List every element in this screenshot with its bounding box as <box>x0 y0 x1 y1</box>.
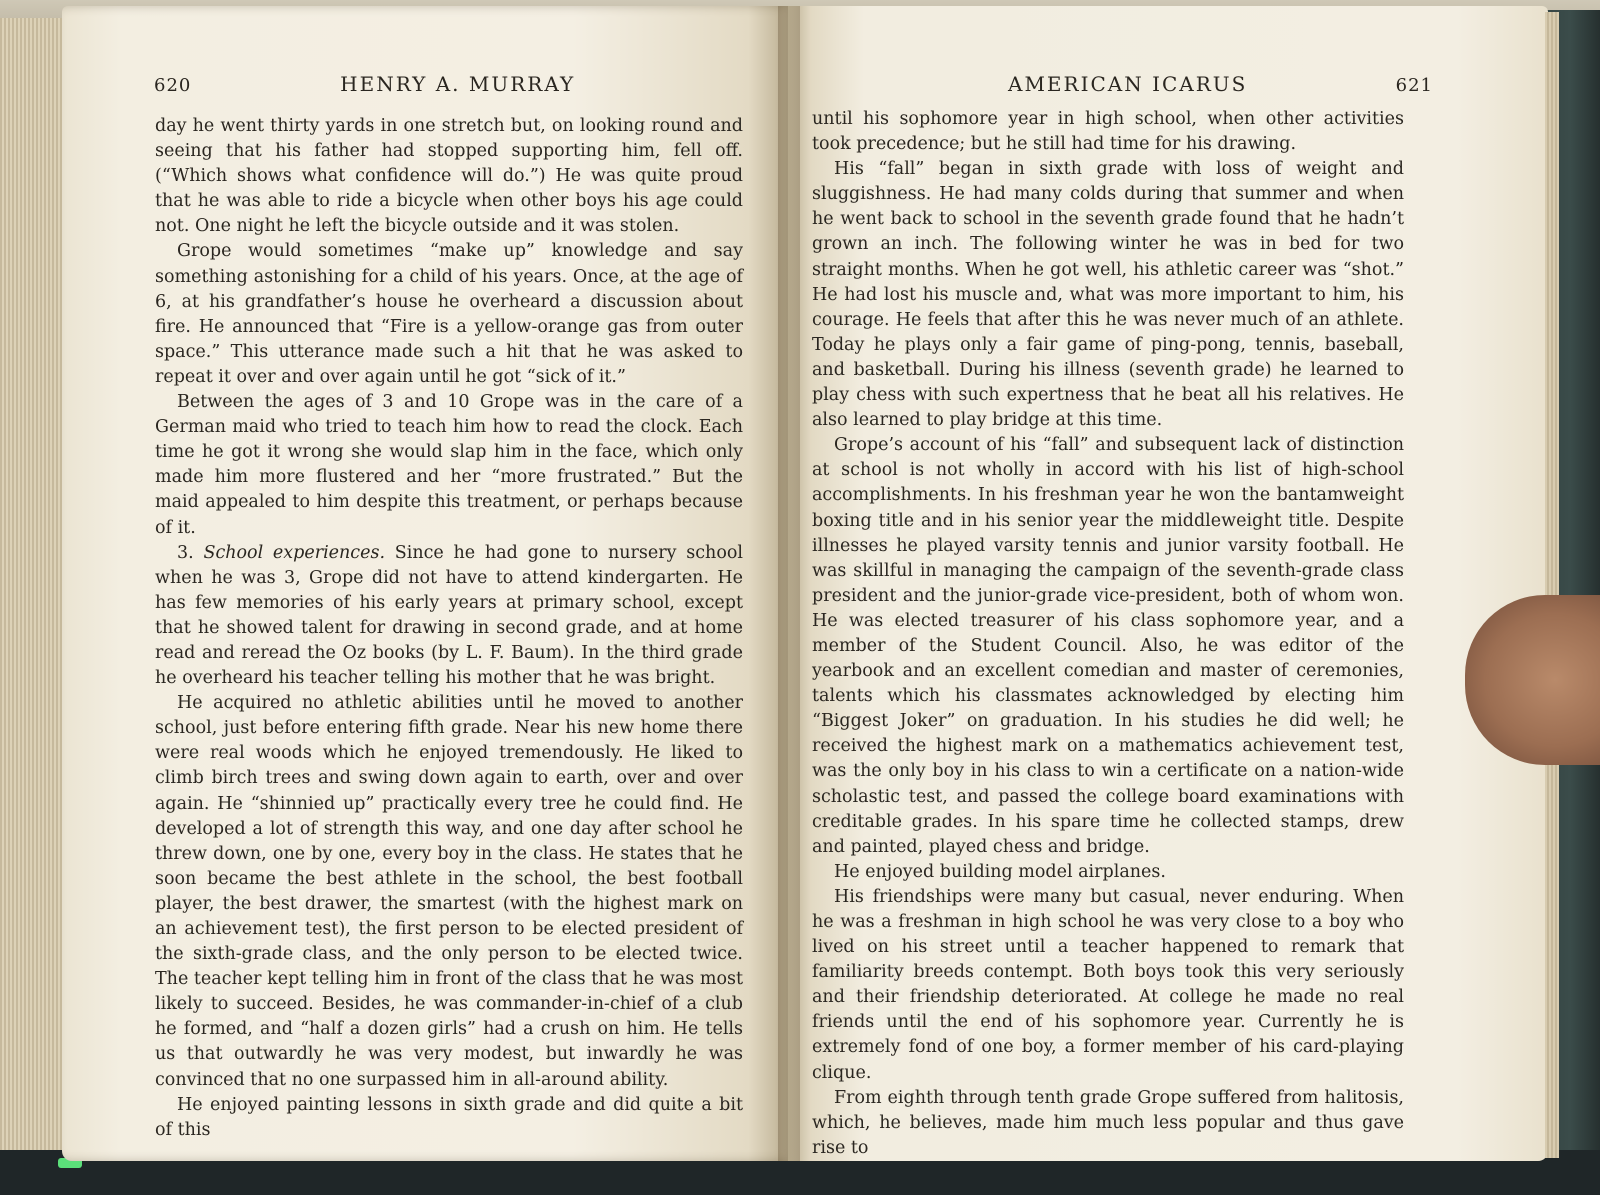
left-body-text <box>155 114 743 1143</box>
section-heading: School experiences. <box>203 542 386 563</box>
page-number-right: 621 <box>1395 75 1433 96</box>
left-running-head <box>154 72 754 96</box>
right-body-text <box>812 107 1404 1161</box>
left-page <box>62 6 792 1161</box>
book-gutter <box>778 6 800 1161</box>
paragraph: Grope’s account of his “fall” and subsequent lack of distinction at school is not wholly in accord with his list of high-school accomplishments. In his freshman year he won the bantamweight boxing title and in his senior year the middleweight title. Despite illnesses he played varsity tennis and junior varsity football. He was skillful in managing the campaign of the seventh-grade class president and the junior-grade vice-president, both of whom won. He was elected treasurer of his class sophomore year, and a member of the Student Council. Also, he was editor of the yearbook and an excellent comedian and master of ceremonies, talents which his classmates acknowledged by electing him “Biggest Joker” on graduation. In his studies he did well; he received the highest mark on a mathematics achievement test, was the only boy in his class to win a certificate on a nation-wide scholastic test, and passed the college board examinations with creditable grades. In his spare time he collected stamps, drew and painted, played chess and bridge. <box>812 435 1404 857</box>
page-number-left: 620 <box>154 75 192 96</box>
paragraph: He enjoyed building model airplanes. <box>834 861 1166 882</box>
title-header: AMERICAN ICARUS <box>1008 72 1248 96</box>
paragraph: His “fall” began in sixth grade with loss of weight and sluggishness. He had many colds during that summer and when he went back to school in the seventh grade found that he hadn’t grown an inch. The following winter he was in bed for two straight months. When he got well, his athletic career was “shot.” He had lost his muscle and, what was more important to him, his courage. He feels that after this he was never much of an athlete. Today he plays only a fair game of ping-pong, tennis, baseball, and basketball. During his illness (seventh grade) he learned to play chess with such expertness that he beat all his relatives. He also learned to play bridge at this time. <box>812 159 1404 431</box>
right-running-head <box>1008 72 1433 96</box>
author-header: HENRY A. MURRAY <box>340 72 576 96</box>
paragraph: From eighth through tenth grade Grope suffered from halitosis, which, he believes, made him much less popular and thus gave rise to <box>812 1087 1404 1158</box>
paragraph: He acquired no athletic abilities until he moved to another school, just before entering fifth grade. Near his new home there were real woods which he enjoyed tremendously. He liked to climb birch trees and swing down again to earth, over and over again. He “shinnied up” practically every tree he could find. He developed a lot of strength this way, and one day after school he threw down, one by one, every boy in the class. He states that he soon became the best athlete in the school, the best football player, the best drawer, the smartest (with the highest mark on an achievement test), the first person to be elected president of the sixth-grade class, and the only person to be elected twice. The teacher kept telling him in front of the class that he was most likely to succeed. Besides, he was commander-in-chief of a club he formed, and “half a dozen girls” had a crush on him. He tells us that outwardly he was very modest, but inwardly he was convinced that no one surpassed him in all-around ability. <box>155 693 743 1090</box>
page-edges-right <box>1545 12 1559 1158</box>
paragraph: Between the ages of 3 and 10 Grope was in the care of a German maid who tried to teach him how to read the clock. Each time he got it wrong she would slap him in the face, which only made him more flustered and her “more frustrated.” But the maid appealed to him despite this treatment, or perhaps because of it. <box>155 392 743 538</box>
paragraph-school-experiences <box>155 541 743 692</box>
paragraph-body: Since he had gone to nursery school when he was 3, Grope did not have to attend kindergarten. He has few memories of his early years at primary school, except that he showed talent for drawing in second grade, and at home read and reread the Oz books (by L. F. Baum). In the third grade he overheard his teacher telling his mother that he was bright. <box>155 542 743 689</box>
paragraph: Grope would sometimes “make up” knowledge and say something astonishing for a child of his years. Once, at the age of 6, at his grandfather’s house he overheard a discussion about fire. He announced that “Fire is a yellow-orange gas from outer space.” This utterance made such a hit that he was asked to repeat it over and over again until he got “sick of it.” <box>155 241 743 387</box>
paragraph: He enjoyed painting lessons in sixth grade and did quite a bit of this <box>155 1094 743 1140</box>
section-number: 3. <box>177 542 204 563</box>
paragraph: His friendships were many but casual, never enduring. When he was a freshman in high school he was very close to a boy who lived on his street until a teacher happened to remark that familiarity breeds contempt. Both boys took this very seriously and their friendship deteriorated. At college he made no real friends until the end of his sophomore year. Currently he is extremely fond of one boy, a former member of his card-playing clique. <box>812 886 1404 1083</box>
paragraph: day he went thirty yards in one stretch but, on looking round and seeing that his father had stopped supporting him, fell off. (“Which shows what confidence will do.”) He was quite proud that he was able to ride a bicycle when other boys his age could not. One night he left the bicycle outside and it was stolen. <box>155 116 743 237</box>
paragraph: until his sophomore year in high school, when other activities took precedence; but he still had time for his drawing. <box>812 109 1404 155</box>
right-page <box>788 6 1548 1161</box>
